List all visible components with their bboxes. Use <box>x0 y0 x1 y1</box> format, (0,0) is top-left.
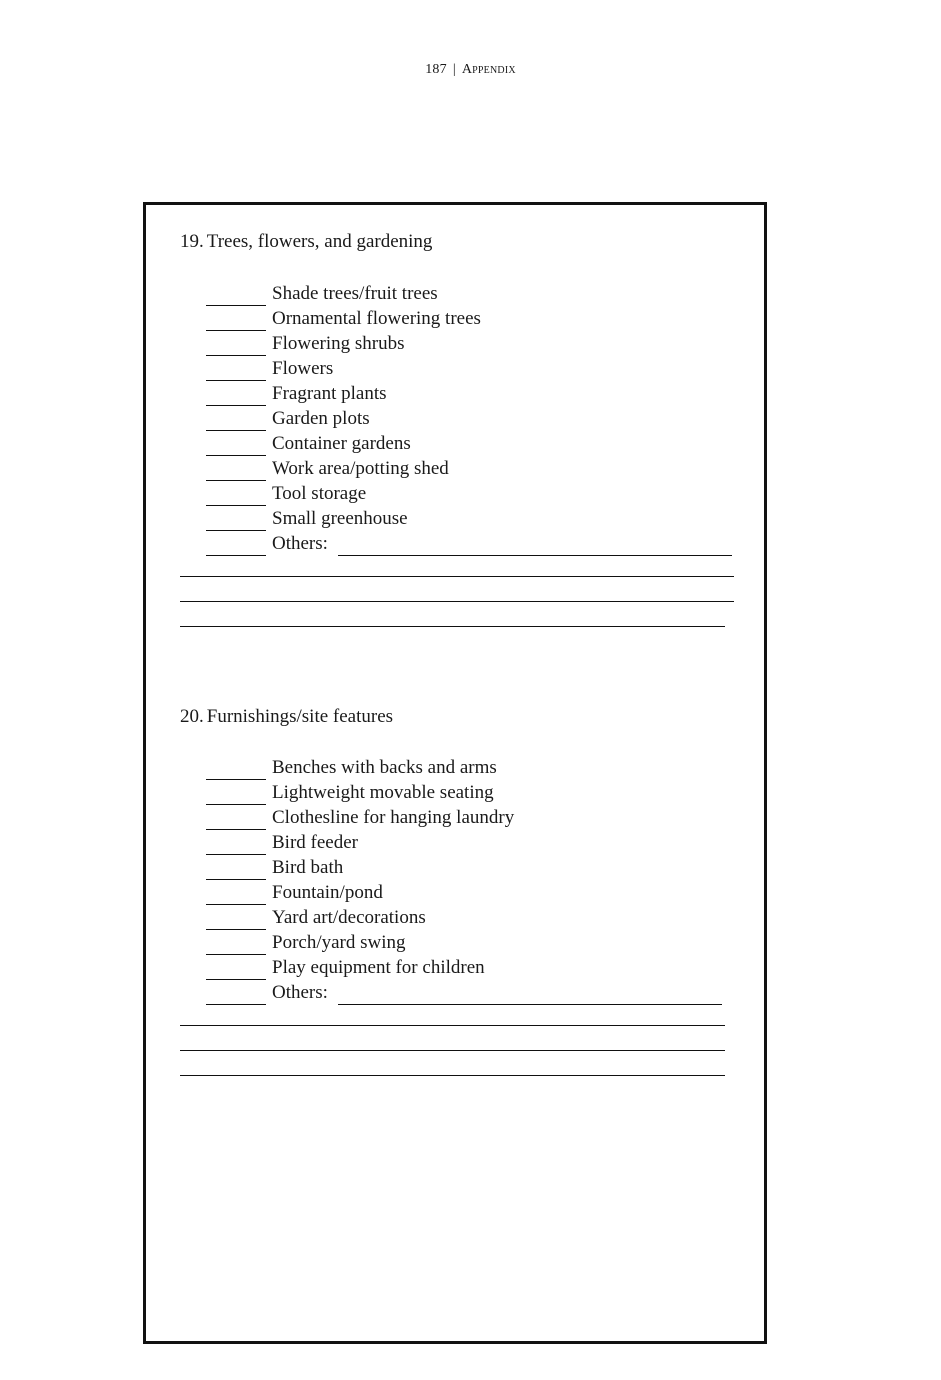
checklist-item <box>206 905 722 930</box>
item-label: Bird feeder <box>272 832 358 853</box>
check-blank[interactable] <box>206 336 266 356</box>
question-title: Furnishings/site features <box>206 706 394 727</box>
item-label: Work area/potting shed <box>272 458 449 479</box>
item-label: Tool storage <box>272 483 367 504</box>
checklist-item <box>206 830 722 855</box>
checklist-item-others <box>206 531 732 556</box>
section-name: Appendix <box>461 62 516 77</box>
question-20-checklist <box>206 755 722 1005</box>
checklist-item <box>206 406 732 431</box>
item-label: Flowers <box>272 358 334 379</box>
checklist-item <box>206 306 732 331</box>
check-blank[interactable] <box>206 311 266 331</box>
item-label: Flowering shrubs <box>272 333 405 354</box>
item-label: Porch/yard swing <box>272 932 406 953</box>
item-label: Yard art/decorations <box>272 907 426 928</box>
item-label: Shade trees/fruit trees <box>272 283 438 304</box>
others-label: Others: <box>272 982 328 1003</box>
check-blank[interactable] <box>206 411 266 431</box>
check-blank[interactable] <box>206 985 266 1005</box>
question-number: 20. <box>180 706 204 727</box>
write-in-line[interactable] <box>180 1025 725 1026</box>
checklist-item <box>206 855 722 880</box>
check-blank[interactable] <box>206 436 266 456</box>
check-blank[interactable] <box>206 810 266 830</box>
item-label: Garden plots <box>272 408 370 429</box>
checklist-item <box>206 456 732 481</box>
item-label: Play equipment for children <box>272 957 485 978</box>
checklist-item <box>206 281 732 306</box>
others-label: Others: <box>272 533 328 554</box>
checklist-item <box>206 481 732 506</box>
checklist-item <box>206 780 722 805</box>
checklist-item <box>206 356 732 381</box>
question-19-checklist <box>206 281 732 556</box>
item-label: Lightweight movable seating <box>272 782 494 803</box>
write-in-line[interactable] <box>180 1075 725 1076</box>
check-blank[interactable] <box>206 286 266 306</box>
page-number: 187 <box>425 62 447 77</box>
checklist-form <box>143 202 767 1344</box>
check-blank[interactable] <box>206 486 266 506</box>
checklist-item <box>206 381 732 406</box>
question-number: 19. <box>180 231 204 252</box>
checklist-item <box>206 431 732 456</box>
checklist-item <box>206 880 722 905</box>
checklist-item <box>206 805 722 830</box>
check-blank[interactable] <box>206 511 266 531</box>
write-in-line[interactable] <box>180 626 725 627</box>
check-blank[interactable] <box>206 536 266 556</box>
item-label: Fragrant plants <box>272 383 387 404</box>
checklist-item <box>206 755 722 780</box>
question-20-heading <box>180 706 393 728</box>
check-blank[interactable] <box>206 885 266 905</box>
item-label: Benches with backs and arms <box>272 757 497 778</box>
check-blank[interactable] <box>206 361 266 381</box>
item-label: Container gardens <box>272 433 411 454</box>
checklist-item <box>206 930 722 955</box>
checklist-item <box>206 506 732 531</box>
others-write-in-line[interactable] <box>338 985 722 1005</box>
checklist-item-others <box>206 980 722 1005</box>
write-in-line[interactable] <box>180 576 734 577</box>
check-blank[interactable] <box>206 386 266 406</box>
others-write-in-line[interactable] <box>338 536 732 556</box>
check-blank[interactable] <box>206 835 266 855</box>
item-label: Ornamental flowering trees <box>272 308 481 329</box>
running-head <box>0 62 941 78</box>
header-separator: | <box>452 62 456 77</box>
check-blank[interactable] <box>206 860 266 880</box>
question-19-heading <box>180 231 432 253</box>
write-in-line[interactable] <box>180 601 734 602</box>
check-blank[interactable] <box>206 960 266 980</box>
check-blank[interactable] <box>206 910 266 930</box>
item-label: Bird bath <box>272 857 344 878</box>
item-label: Clothesline for hanging laundry <box>272 807 515 828</box>
checklist-item <box>206 955 722 980</box>
check-blank[interactable] <box>206 785 266 805</box>
write-in-line[interactable] <box>180 1050 725 1051</box>
question-title: Trees, flowers, and gardening <box>206 231 433 252</box>
check-blank[interactable] <box>206 760 266 780</box>
item-label: Small greenhouse <box>272 508 408 529</box>
item-label: Fountain/pond <box>272 882 383 903</box>
check-blank[interactable] <box>206 461 266 481</box>
checklist-item <box>206 331 732 356</box>
check-blank[interactable] <box>206 935 266 955</box>
